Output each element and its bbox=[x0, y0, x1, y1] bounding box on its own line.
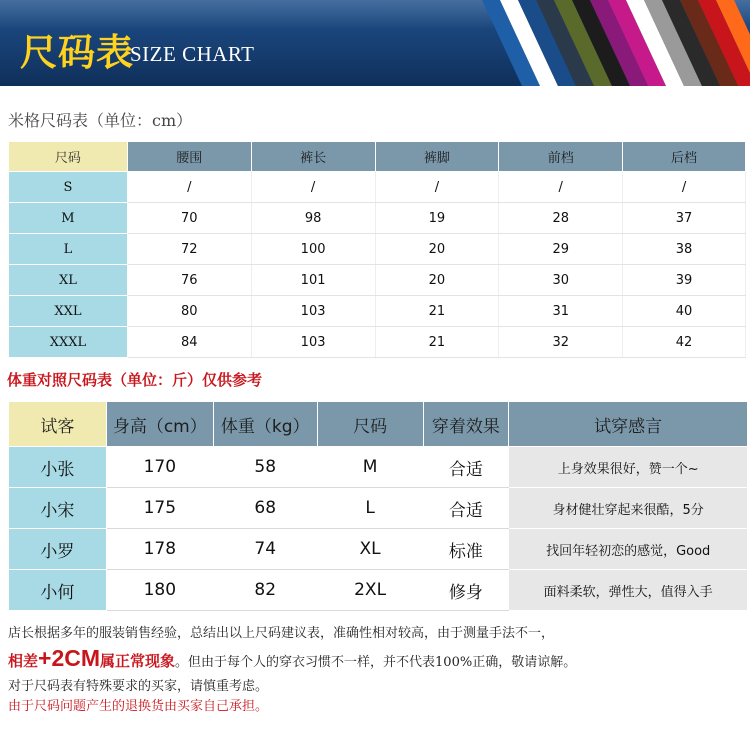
size-cell: L bbox=[9, 234, 128, 265]
back-rise-cell: 37 bbox=[623, 203, 746, 234]
hem-cell: 20 bbox=[375, 234, 499, 265]
height-cell: 170 bbox=[106, 447, 213, 488]
notes-section bbox=[8, 624, 748, 717]
header-front-rise: 前档 bbox=[499, 142, 623, 172]
review-cell: 面料柔软，弹性大，值得入手 bbox=[509, 570, 748, 611]
weight-cell: 74 bbox=[213, 529, 317, 570]
fit-reference-table bbox=[8, 401, 748, 611]
hem-cell: / bbox=[375, 172, 499, 203]
weight-cell: 82 bbox=[213, 570, 317, 611]
fit-cell: 合适 bbox=[423, 447, 509, 488]
table-row bbox=[9, 203, 746, 234]
back-rise-cell: / bbox=[623, 172, 746, 203]
waist-cell: 80 bbox=[127, 296, 251, 327]
front-rise-cell: 30 bbox=[499, 265, 623, 296]
note-line-4: 由于尺码问题产生的退换货由买家自己承担。 bbox=[8, 699, 269, 714]
tester-name: 小宋 bbox=[9, 488, 107, 529]
size-cell: M bbox=[9, 203, 128, 234]
header-weight: 体重（kg） bbox=[213, 402, 317, 447]
height-cell: 178 bbox=[106, 529, 213, 570]
size-table-label: 米格尺码表（单位：cm） bbox=[8, 111, 193, 130]
note-line-1: 店长根据多年的服装销售经验，总结出以上尺码建议表，准确性相对较高，由于测量手法不一， bbox=[8, 626, 555, 641]
table-row bbox=[9, 327, 746, 358]
note-line-2 bbox=[8, 644, 748, 677]
header-length: 裤长 bbox=[251, 142, 375, 172]
fit-cell: 修身 bbox=[423, 570, 509, 611]
header-banner bbox=[0, 0, 750, 86]
table-row bbox=[9, 488, 748, 529]
hem-cell: 20 bbox=[375, 265, 499, 296]
length-cell: 103 bbox=[251, 296, 375, 327]
back-rise-cell: 40 bbox=[623, 296, 746, 327]
fit-table-header bbox=[9, 402, 748, 447]
back-rise-cell: 39 bbox=[623, 265, 746, 296]
height-cell: 180 bbox=[106, 570, 213, 611]
hem-cell: 21 bbox=[375, 296, 499, 327]
weight-cell: 58 bbox=[213, 447, 317, 488]
page-subtitle: SIZE CHART bbox=[130, 42, 255, 66]
table-row bbox=[9, 296, 746, 327]
length-cell: 100 bbox=[251, 234, 375, 265]
review-cell: 身材健壮穿起来很酷，5分 bbox=[509, 488, 748, 529]
size-cell: XL bbox=[317, 529, 423, 570]
waist-cell: 84 bbox=[127, 327, 251, 358]
front-rise-cell: 32 bbox=[499, 327, 623, 358]
note-emphasis-suffix: 属正常现象 bbox=[100, 652, 176, 670]
hem-cell: 21 bbox=[375, 327, 499, 358]
tester-name: 小罗 bbox=[9, 529, 107, 570]
header-back-rise: 后档 bbox=[623, 142, 746, 172]
front-rise-cell: 29 bbox=[499, 234, 623, 265]
table-row bbox=[9, 172, 746, 203]
front-rise-cell: 31 bbox=[499, 296, 623, 327]
review-cell: 找回年轻初恋的感觉，Good bbox=[509, 529, 748, 570]
tester-name: 小何 bbox=[9, 570, 107, 611]
header-fit: 穿着效果 bbox=[423, 402, 509, 447]
size-table bbox=[8, 141, 746, 358]
waist-cell: 72 bbox=[127, 234, 251, 265]
weight-cell: 68 bbox=[213, 488, 317, 529]
hem-cell: 19 bbox=[375, 203, 499, 234]
header-size: 尺码 bbox=[317, 402, 423, 447]
length-cell: 101 bbox=[251, 265, 375, 296]
page-title: 尺码表 bbox=[20, 31, 134, 74]
table-row bbox=[9, 570, 748, 611]
front-rise-cell: 28 bbox=[499, 203, 623, 234]
review-cell: 上身效果很好，赞一个~ bbox=[509, 447, 748, 488]
size-table-header bbox=[9, 142, 746, 172]
size-cell: XXL bbox=[9, 296, 128, 327]
color-stripes-decoration bbox=[0, 0, 750, 86]
tester-name: 小张 bbox=[9, 447, 107, 488]
fit-cell: 合适 bbox=[423, 488, 509, 529]
waist-cell: / bbox=[127, 172, 251, 203]
length-cell: 103 bbox=[251, 327, 375, 358]
size-cell: 2XL bbox=[317, 570, 423, 611]
fit-cell: 标准 bbox=[423, 529, 509, 570]
size-cell: S bbox=[9, 172, 128, 203]
header-tester: 试客 bbox=[9, 402, 107, 447]
back-rise-cell: 42 bbox=[623, 327, 746, 358]
front-rise-cell: / bbox=[499, 172, 623, 203]
length-cell: / bbox=[251, 172, 375, 203]
header-hem: 裤脚 bbox=[375, 142, 499, 172]
length-cell: 98 bbox=[251, 203, 375, 234]
size-cell: L bbox=[317, 488, 423, 529]
table-row bbox=[9, 265, 746, 296]
size-cell: M bbox=[317, 447, 423, 488]
waist-cell: 76 bbox=[127, 265, 251, 296]
table-row bbox=[9, 234, 746, 265]
header-size: 尺码 bbox=[9, 142, 128, 172]
weight-table-title: 体重对照尺码表（单位：斤）仅供参考 bbox=[7, 371, 263, 389]
note-emphasis-value: +2CM bbox=[38, 645, 101, 671]
back-rise-cell: 38 bbox=[623, 234, 746, 265]
note-line-2-rest: 。但由于每个人的穿衣习惯不一样，并不代表100%正确，敬请谅解。 bbox=[175, 655, 577, 670]
height-cell: 175 bbox=[106, 488, 213, 529]
size-cell: XXXL bbox=[9, 327, 128, 358]
note-emphasis-prefix: 相差 bbox=[8, 652, 39, 670]
header-waist: 腰围 bbox=[127, 142, 251, 172]
size-cell: XL bbox=[9, 265, 128, 296]
table-row bbox=[9, 447, 748, 488]
table-row bbox=[9, 529, 748, 570]
note-line-3: 对于尺码表有特殊要求的买家，请慎重考虑。 bbox=[8, 679, 269, 694]
header-height: 身高（cm） bbox=[106, 402, 213, 447]
header-review: 试穿感言 bbox=[509, 402, 748, 447]
waist-cell: 70 bbox=[127, 203, 251, 234]
